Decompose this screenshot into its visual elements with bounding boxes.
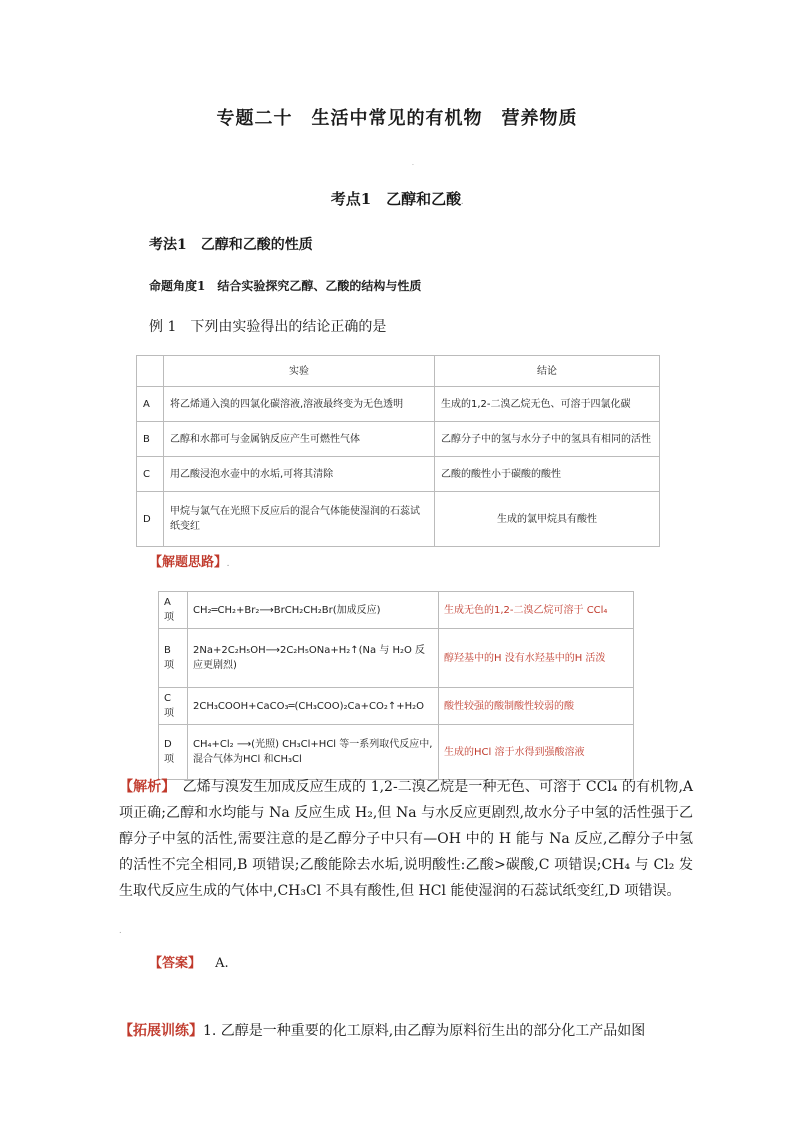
- equation-cell: CH₄+Cl₂ ⟶(光照) CH₃Cl+HCl 等一系列取代反应中,混合气体为HCl 和CH₃Cl: [188, 725, 439, 780]
- table-row: [137, 492, 660, 547]
- conclusion-cell: 生成的1,2-二溴乙烷无色、可溶于四氯化碳: [435, 387, 660, 422]
- table-row: [137, 422, 660, 457]
- row-option: C: [137, 457, 164, 492]
- answer-label: 【答案】: [149, 956, 202, 971]
- jieti-dot: .: [227, 561, 230, 568]
- experiment-cell: 甲烷与氯气在光照下反应后的混合气体能使湿润的石蕊试纸变红: [164, 492, 435, 547]
- option-cell: C 项: [159, 688, 188, 725]
- explanation-cell: 醇羟基中的H 没有水羟基中的H 活泼: [439, 629, 634, 688]
- kaodian-dot: .: [461, 199, 464, 206]
- stray-dot: .: [119, 926, 122, 935]
- equation-cell: 2CH₃COOH+CaCO₃═(CH₃COO)₂Ca+CO₂↑+H₂O: [188, 688, 439, 725]
- extension-text: 1. 乙醇是一种重要的化工原料,由乙醇为原料衍生出的部分化工产品如图: [203, 1023, 646, 1039]
- analysis-text: 乙烯与溴发生加成反应生成的 1,2-二溴乙烷是一种无色、可溶于 CCl₄ 的有机物,A 项正确;乙醇和水均能与 Na 反应生成 H₂,但 Na 与水反应更剧烈,故水分子中氢的活性强于乙醇分子中氢的活性,需要注意的是乙醇分子中只有—OH 中的 H 能与 Na 反应,乙醇分子中氢的活性不完全相同,B 项错误;乙酸能除去水垢,说明酸性:乙酸>碳酸,C 项错误;CH₄ 与 Cl₂ 发生取代反应生成的气体中,CH₃Cl 不具有酸性,但 HCl 能使湿润的石蕊试纸变红,D 项错误。: [119, 779, 694, 899]
- kaodian-text: 考点1 乙醇和乙酸: [330, 190, 462, 208]
- answer-value: A.: [215, 956, 229, 971]
- experiment-table: [136, 355, 660, 547]
- header-cell: 实验: [164, 356, 435, 387]
- jieti-label-text: 【解题思路】: [149, 555, 228, 570]
- conclusion-cell: 乙酸的酸性小于碳酸的酸性: [435, 457, 660, 492]
- conclusion-cell: 生成的氯甲烷具有酸性: [435, 492, 660, 547]
- experiment-cell: 将乙烯通入溴的四氯化碳溶液,溶液最终变为无色透明: [164, 387, 435, 422]
- section-heading-kaodian: [0, 188, 794, 209]
- option-cell: D 项: [159, 725, 188, 780]
- row-option: B: [137, 422, 164, 457]
- table-row: [159, 725, 634, 780]
- experiment-cell: 乙醇和水都可与金属钠反应产生可燃性气体: [164, 422, 435, 457]
- option-cell: B 项: [159, 629, 188, 688]
- table-row: [159, 592, 634, 629]
- subsection-heading-kaofa: 考法1 乙醇和乙酸的性质: [149, 237, 313, 253]
- conclusion-cell: 乙醇分子中的氢与水分子中的氢具有相同的活性: [435, 422, 660, 457]
- analysis-table: [158, 591, 634, 780]
- experiment-cell: 用乙酸浸泡水壶中的水垢,可将其清除: [164, 457, 435, 492]
- option-cell: A 项: [159, 592, 188, 629]
- header-cell: 结论: [435, 356, 660, 387]
- extension-label: 【拓展训练】: [119, 1023, 203, 1039]
- example-question: 例 1 下列由实验得出的结论正确的是: [149, 319, 387, 335]
- page-title: 专题二十 生活中常见的有机物 营养物质: [216, 108, 578, 129]
- answer-line: [149, 952, 229, 971]
- table-row: [137, 457, 660, 492]
- question-angle-heading: 命题角度1 结合实验探究乙醇、乙酸的结构与性质: [149, 279, 422, 293]
- row-option: A: [137, 387, 164, 422]
- table-row: [159, 629, 634, 688]
- table-header-row: [137, 356, 660, 387]
- extension-exercise: [119, 1018, 693, 1044]
- analysis-paragraph: [119, 774, 693, 904]
- explanation-cell: 生成的HCl 溶于水得到强酸溶液: [439, 725, 634, 780]
- equation-cell: 2Na+2C₂H₅OH⟶2C₂H₅ONa+H₂↑(Na 与 H₂O 反应更剧烈): [188, 629, 439, 688]
- explanation-cell: 生成无色的1,2-二溴乙烷可溶于 CCl₄: [439, 592, 634, 629]
- equation-cell: CH₂═CH₂+Br₂⟶BrCH₂CH₂Br(加成反应): [188, 592, 439, 629]
- stray-dot: .: [412, 160, 414, 167]
- table-row: [159, 688, 634, 725]
- solution-approach-label: [149, 551, 229, 570]
- table-row: [137, 387, 660, 422]
- row-option: D: [137, 492, 164, 547]
- explanation-cell: 酸性较强的酸制酸性较弱的酸: [439, 688, 634, 725]
- analysis-label: 【解析】: [119, 779, 169, 795]
- header-cell: [137, 356, 164, 387]
